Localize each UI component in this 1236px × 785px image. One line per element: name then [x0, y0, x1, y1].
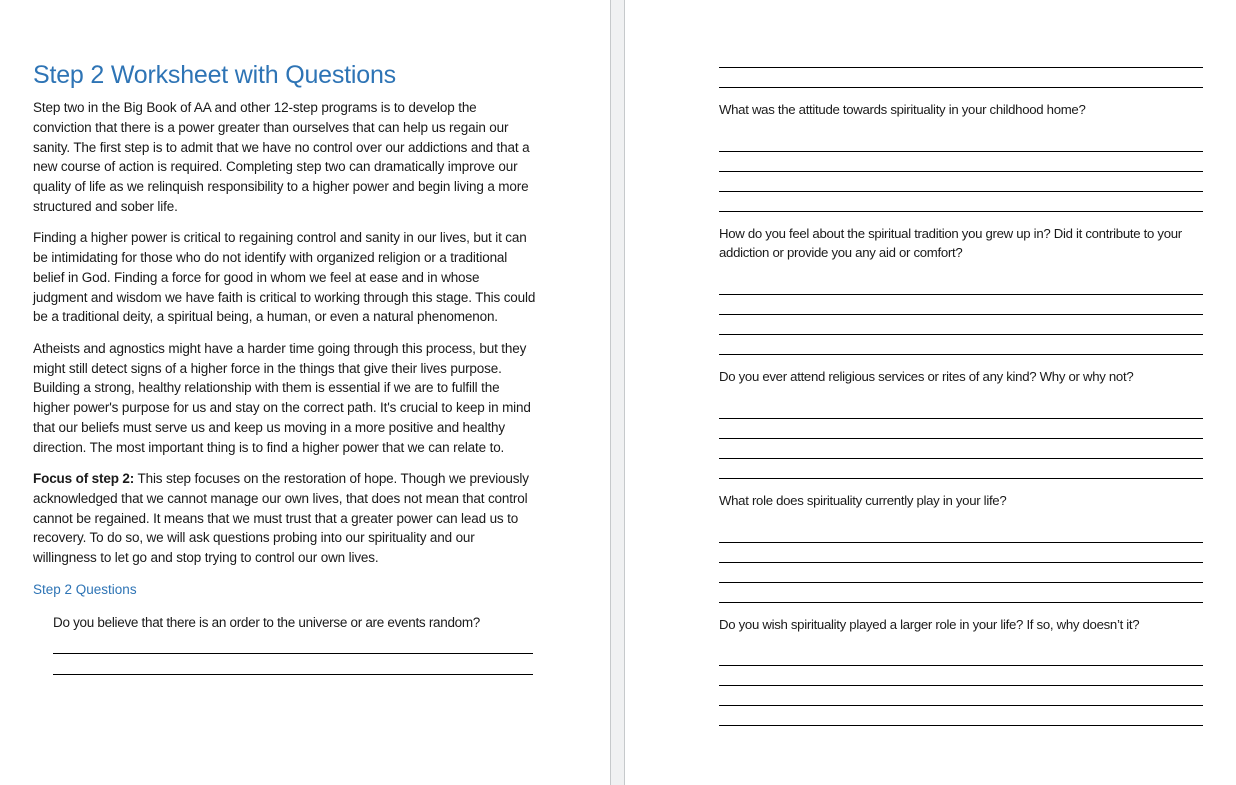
question-universe-order: Do you believe that there is an order to the universe or are events random?: [53, 615, 481, 631]
answer-line[interactable]: [719, 172, 1203, 192]
question-block-current-role: [719, 491, 1203, 603]
answer-area-spiritual-tradition: [719, 275, 1203, 355]
atheists-paragraph: Atheists and agnostics might have a harder time going through this process, but they might still detect signs of a higher force in the things that give their lives purpose. Building a strong, healthy relationship with them is essential if we are to fulfill the higher power's purpose for us and stay on the correct path. It's crucial to keep in mind that our beliefs must serve us and keep us moving in a more positive and healthy direction. The most important thing is to find a higher power that we can relate to.: [33, 340, 531, 455]
answer-line[interactable]: [719, 48, 1203, 68]
answer-line[interactable]: [719, 666, 1203, 686]
document-title: Step 2 Worksheet with Questions: [33, 61, 396, 89]
answer-line[interactable]: [53, 633, 533, 654]
answer-line[interactable]: [719, 459, 1203, 479]
question-block-larger-role: [719, 615, 1203, 727]
question-religious-services: Do you ever attend religious services or rites of any kind? Why or why not?: [719, 369, 1134, 385]
answer-line[interactable]: [719, 439, 1203, 459]
page-2: [625, 0, 1236, 785]
answer-line[interactable]: [719, 315, 1203, 335]
answer-line[interactable]: [719, 399, 1203, 419]
answer-line[interactable]: [719, 419, 1203, 439]
focus-label: Focus of step 2:: [33, 471, 135, 487]
answer-area-larger-role: [719, 646, 1203, 726]
answer-line[interactable]: [719, 295, 1203, 315]
answer-area-childhood-home: [719, 132, 1203, 212]
answer-line[interactable]: [719, 335, 1203, 355]
question-block-childhood-home: [719, 100, 1203, 212]
question-larger-role: Do you wish spirituality played a larger role in your life? If so, why doesn’t it?: [719, 616, 1140, 632]
answer-line[interactable]: [719, 132, 1203, 152]
answer-line[interactable]: [719, 686, 1203, 706]
answer-line[interactable]: [719, 563, 1203, 583]
answer-line[interactable]: [719, 706, 1203, 726]
higher-power-paragraph: Finding a higher power is critical to regaining control and sanity in our lives, but it can be intimidating for those who do not identify with organized religion or a traditional belief in God. Finding a force for good in whom we feel at ease and in whose judgment and wisdom we have faith is critical to working through this stage. This could be a traditional deity, a spiritual being, a human, or even a natural phenomenon.: [33, 230, 536, 325]
question-childhood-home: What was the attitude towards spirituality in your childhood home?: [719, 102, 1086, 117]
answer-line[interactable]: [719, 646, 1203, 666]
answer-line[interactable]: [719, 523, 1203, 543]
intro-paragraph: Step two in the Big Book of AA and other 12-step programs is to develop the conviction that there is a power greater than ourselves that can help us regain our sanity. The first step is to admit that we have no control over our addictions and that a new course of action is required. Completing step two can dramatically improve our quality of life as we relinquish responsibility to a higher power and begin living a more structured and sober life.: [33, 100, 530, 214]
answer-line[interactable]: [719, 583, 1203, 603]
question-spiritual-tradition: How do you feel about the spiritual tradition you grew up in? Did it contribute to your addiction or provide you any aid or comfort?: [719, 225, 1182, 261]
answer-area-overflow: [719, 48, 1203, 88]
answer-line[interactable]: [719, 543, 1203, 563]
answer-area-religious-services: [719, 399, 1203, 479]
focus-text: This step focuses on the restoration of hope. Though we previously acknowledged that we cannot manage our own lives, that does not mean that control cannot be regained. It means that we must trust that a greater power can lead us to recovery. To do so, we will ask questions probing into our spirituality and our willingness to let go and stop trying to control our own lives.: [33, 471, 529, 566]
question-block-religious-services: [719, 367, 1203, 479]
answer-area-current-role: [719, 523, 1203, 603]
questions-section-heading: Step 2 Questions: [33, 581, 137, 597]
answer-line[interactable]: [719, 152, 1203, 172]
answer-area-universe-order: [53, 633, 533, 675]
answer-line[interactable]: [719, 68, 1203, 88]
answer-line[interactable]: [53, 654, 533, 675]
answer-line[interactable]: [719, 275, 1203, 295]
focus-paragraph: [33, 469, 536, 568]
page-1: [0, 0, 610, 785]
question-block-spiritual-tradition: [719, 224, 1203, 355]
page-gap-divider: [610, 0, 625, 785]
answer-line[interactable]: [719, 192, 1203, 212]
question-current-role: What role does spirituality currently play in your life?: [719, 492, 1007, 508]
